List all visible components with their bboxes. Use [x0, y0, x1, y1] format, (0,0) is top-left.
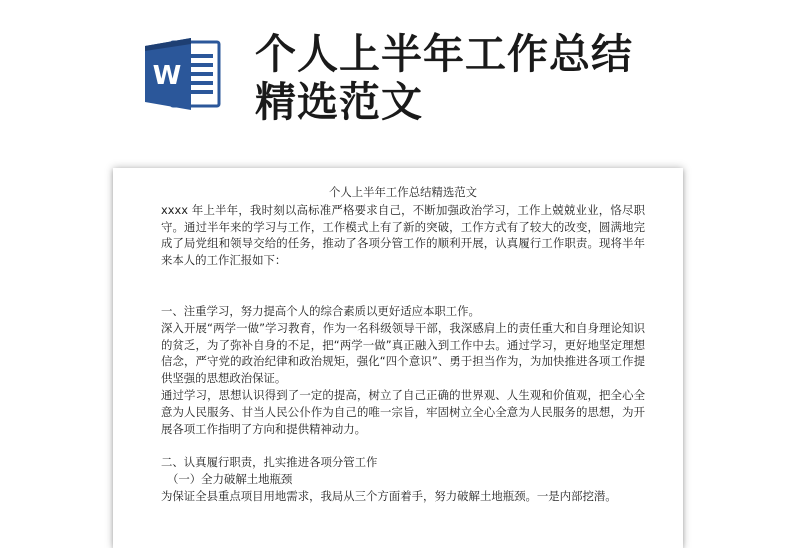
- intro-paragraph: xxxx 年上半年，我时刻以高标准严格要求自己，不断加强政治学习，工作上兢兢业业，恪尽职守。通过半年来的学习与工作，工作模式上有了新的突破，工作方式有了较大的改变，圆满地完成了局党组和领导交给的任务，推动了各项分管工作的顺利开展，认真履行工作职责。现将半年来本人的工作汇报如下：: [161, 202, 645, 268]
- section-2-heading: 二、认真履行职责，扎实推进各项分管工作: [161, 455, 378, 470]
- section-1-paragraph-1: 深入开展“两学一做”学习教育，作为一名科级领导干部，我深感肩上的责任重大和自身理论知识的贫乏，为了弥补自身的不足，把“两学一做”真正融入到工作中去。通过学习，更好地坚定理想信念，严守党的政治纪律和政治规矩，强化“四个意识”、勇于担当作为，为加快推进各项工作提供坚强的思想政治保证。: [161, 320, 645, 386]
- word-icon-letter: W: [152, 61, 182, 91]
- document-body: [161, 184, 645, 505]
- title-line-1: 个人上半年工作总结: [255, 30, 633, 78]
- header: [0, 0, 800, 160]
- word-doc-icon: [143, 34, 223, 114]
- page-title: [255, 30, 775, 126]
- document-title: 个人上半年工作总结精选范文: [328, 185, 478, 199]
- document-page: [113, 168, 683, 548]
- section-2-subheading-1: （一）全力破解土地瓶颈: [167, 472, 293, 487]
- section-1-heading: 一、注重学习，努力提高个人的综合素质以更好适应本职工作。: [161, 303, 480, 318]
- title-line-2: 精选范文: [255, 78, 423, 126]
- section-2-paragraph-1: 为保证全县重点项目用地需求，我局从三个方面着手，努力破解土地瓶颈。一是内部挖潜。: [161, 488, 617, 503]
- section-1-paragraph-2: 通过学习，思想认识得到了一定的提高，树立了自己正确的世界观、人生观和价值观，把全心全意为人民服务、甘当人民公仆作为自己的唯一宗旨，牢固树立全心全意为人民服务的思想，为开展各项工作指明了方向和提供精神动力。: [161, 387, 645, 436]
